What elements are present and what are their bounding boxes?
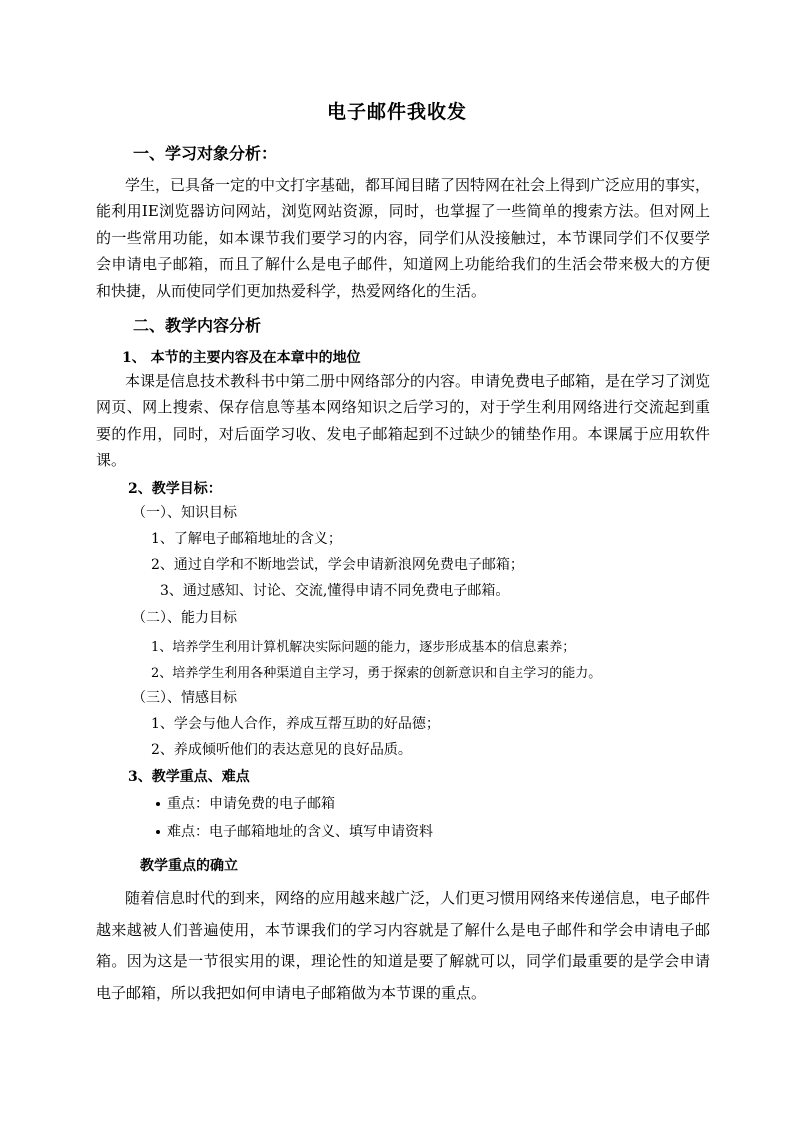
- emotion-goal-item: 2、养成倾听他们的表达意见的良好品质。: [151, 742, 412, 758]
- subheading-key-points: 3、教学重点、难点: [128, 769, 250, 785]
- subheading-main-content: 1、 本节的主要内容及在本章中的地位: [122, 350, 361, 366]
- subheading-key-point-basis: 教学重点的确立: [140, 858, 238, 874]
- bullet-dot-icon: [156, 830, 160, 834]
- goal-heading-emotion: （三）、情感目标: [132, 690, 237, 706]
- section-heading-content-analysis: 二、教学内容分析: [133, 316, 262, 335]
- main-content-paragraph: 本课是信息技术教科书中第二册中网络部分的内容。申请免费电子邮箱，是在学习了浏览网页、网上搜索、保存信息等基本网络知识之后学习的，对于学生利用网络进行交流起到重要的作用，同时，对后面学习收、发电子邮箱起到不过缺少的铺垫作用。本课属于应用软件课。: [96, 372, 711, 470]
- bullet-item: [156, 821, 433, 841]
- bullet-text-key-point: 重点：申请免费的电子邮箱: [167, 796, 335, 812]
- learner-analysis-paragraph: 学生，已具备一定的中文打字基础，都耳闻目睹了因特网在社会上得到广泛应用的事实，能利用IE浏览器访问网站，浏览网站资源，同时，也掌握了一些简单的搜索方法。但对网上的一些常用功能，如本课节我们要学习的内容，同学们从没接触过，本节课同学们不仅要学会申请电子邮箱，而且了解什么是电子邮件，知道网上功能给我们的生活会带来极大的方便和快捷，从而使同学们更加热爱科学，热爱网络化的生活。: [96, 176, 711, 300]
- bullet-dot-icon: [156, 802, 160, 806]
- knowledge-goal-item: 1、了解电子邮箱地址的含义；: [151, 531, 342, 547]
- subheading-teaching-goals: 2、教学目标：: [128, 481, 222, 497]
- section-heading-learner-analysis: 一、学习对象分析：: [133, 144, 278, 163]
- key-point-basis-paragraph: 随着信息时代的到来，网络的应用越来越广泛，人们更习惯用网络来传递信息，电子邮件越来越被人们普遍使用，本节课我们的学习内容就是了解什么是电子邮件和学会申请电子邮箱。因为这是一节很实用的课，理论性的知道是要了解就可以，同学们最重要的是学会申请电子邮箱，所以我把如何申请电子邮箱做为本节课的重点。: [96, 889, 711, 1002]
- ability-goal-item: 1、培养学生利用计算机解决实际问题的能力，逐步形成基本的信息素养；: [151, 640, 576, 655]
- knowledge-goal-item: 2、通过自学和不断地尝试，学会申请新浪网免费电子邮箱；: [151, 557, 524, 573]
- bullet-item: [156, 793, 335, 813]
- goal-heading-ability: （二）、能力目标: [132, 610, 237, 626]
- emotion-goal-item: 1、学会与他人合作，养成互帮互助的好品德；: [151, 716, 440, 732]
- goal-heading-knowledge: （一）、知识目标: [132, 505, 237, 521]
- ability-goal-item: 2、培养学生利用各种渠道自主学习，勇于探索的创新意识和自主学习的能力。: [151, 666, 602, 681]
- knowledge-goal-item: 3、通过感知、讨论、交流,懂得申请不同免费电子邮箱。: [160, 583, 510, 599]
- bullet-text-difficulty: 难点：电子邮箱地址的含义、填写申请资料: [167, 824, 433, 840]
- document-title: 电子邮件我收发: [326, 101, 467, 123]
